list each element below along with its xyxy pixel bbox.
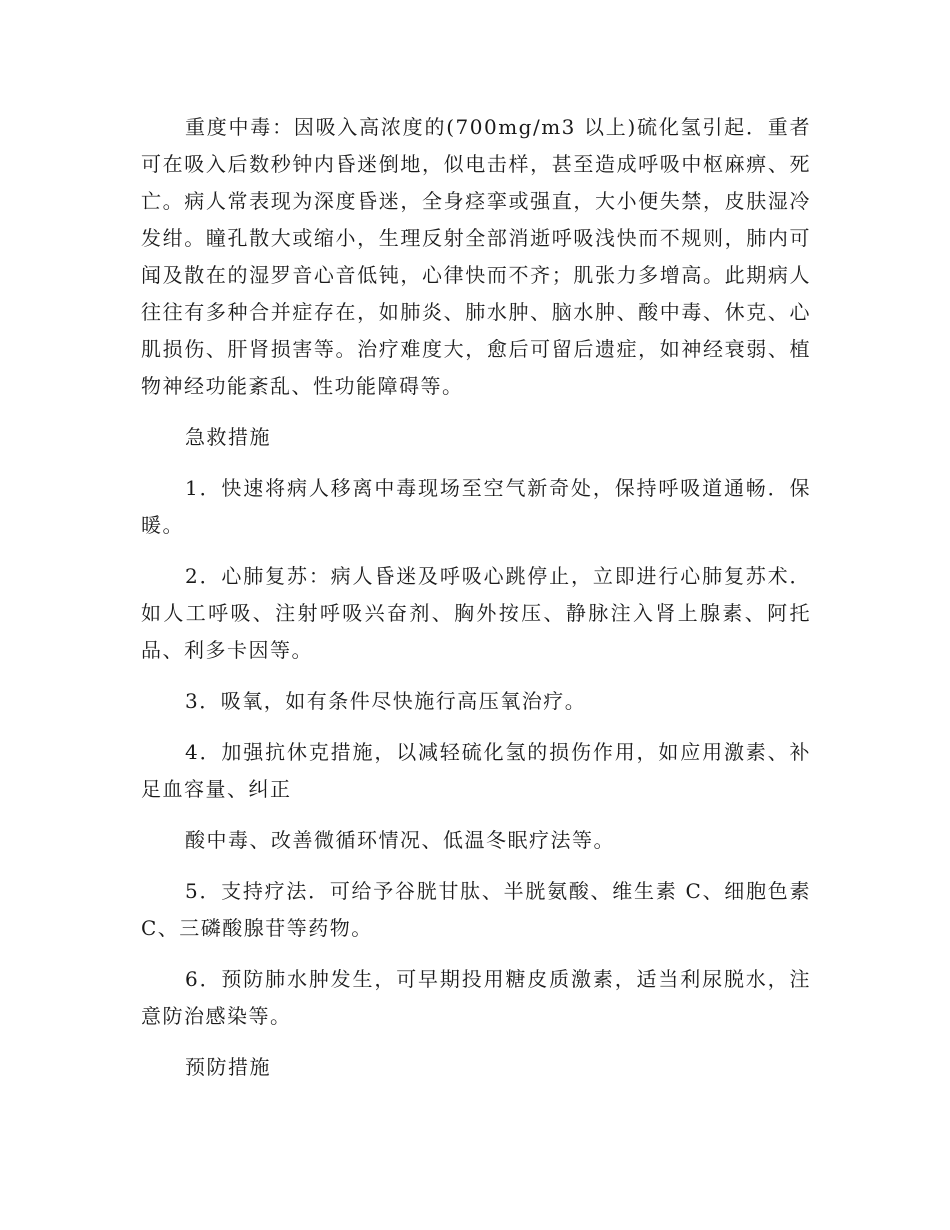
heading-first-aid: 急救措施 (185, 425, 271, 449)
list-item-3: 3．吸氧，如有条件尽快施行高压氧治疗。 (185, 689, 587, 713)
list-item-6: 6．预防肺水肿发生，可早期投用糖皮质激素，适当利尿脱水，注意防治感染等。 (141, 967, 811, 1028)
list-item-4: 4．加强抗休克措施，以减轻硫化氢的损伤作用，如应用激素、补足血容量、纠正 (141, 740, 811, 801)
heading-prevention: 预防措施 (185, 1055, 271, 1079)
document-body (141, 109, 811, 1086)
list-item-1: 1．快速将病人移离中毒现场至空气新奇处，保持呼吸道通畅．保暖。 (141, 476, 811, 537)
paragraph-severe-poisoning: 重度中毒：因吸入高浓度的(700mg/m3 以上)硫化氢引起．重者可在吸入后数秒钟内昏迷倒地，似电击样，甚至造成呼吸中枢麻痹、死亡。病人常表现为深度昏迷，全身痉挛或强直，大小便失禁，皮肤湿冷发绀。瞳孔散大或缩小，生理反射全部消逝呼吸浅快而不规则，肺内可闻及散在的湿罗音心音低钝，心律快而不齐；肌张力多增高。此期病人往往有多种合并症存在，如肺炎、肺水肿、脑水肿、酸中毒、休克、心肌损伤、肝肾损害等。治疗难度大，愈后可留后遗症，如神经衰弱、植物神经功能紊乱、性功能障碍等。 (141, 115, 811, 398)
list-item-5: 5．支持疗法．可给予谷胱甘肽、半胱氨酸、维生素 C、细胞色素 C、三磷酸腺苷等药物。 (141, 879, 811, 940)
list-item-4-continued: 酸中毒、改善微循环情况、低温冬眠疗法等。 (185, 828, 615, 852)
list-item-2: 2．心肺复苏：病人昏迷及呼吸心跳停止，立即进行心肺复苏术．如人工呼吸、注射呼吸兴奋剂、胸外按压、静脉注入肾上腺素、阿托品、利多卡因等。 (141, 564, 811, 662)
